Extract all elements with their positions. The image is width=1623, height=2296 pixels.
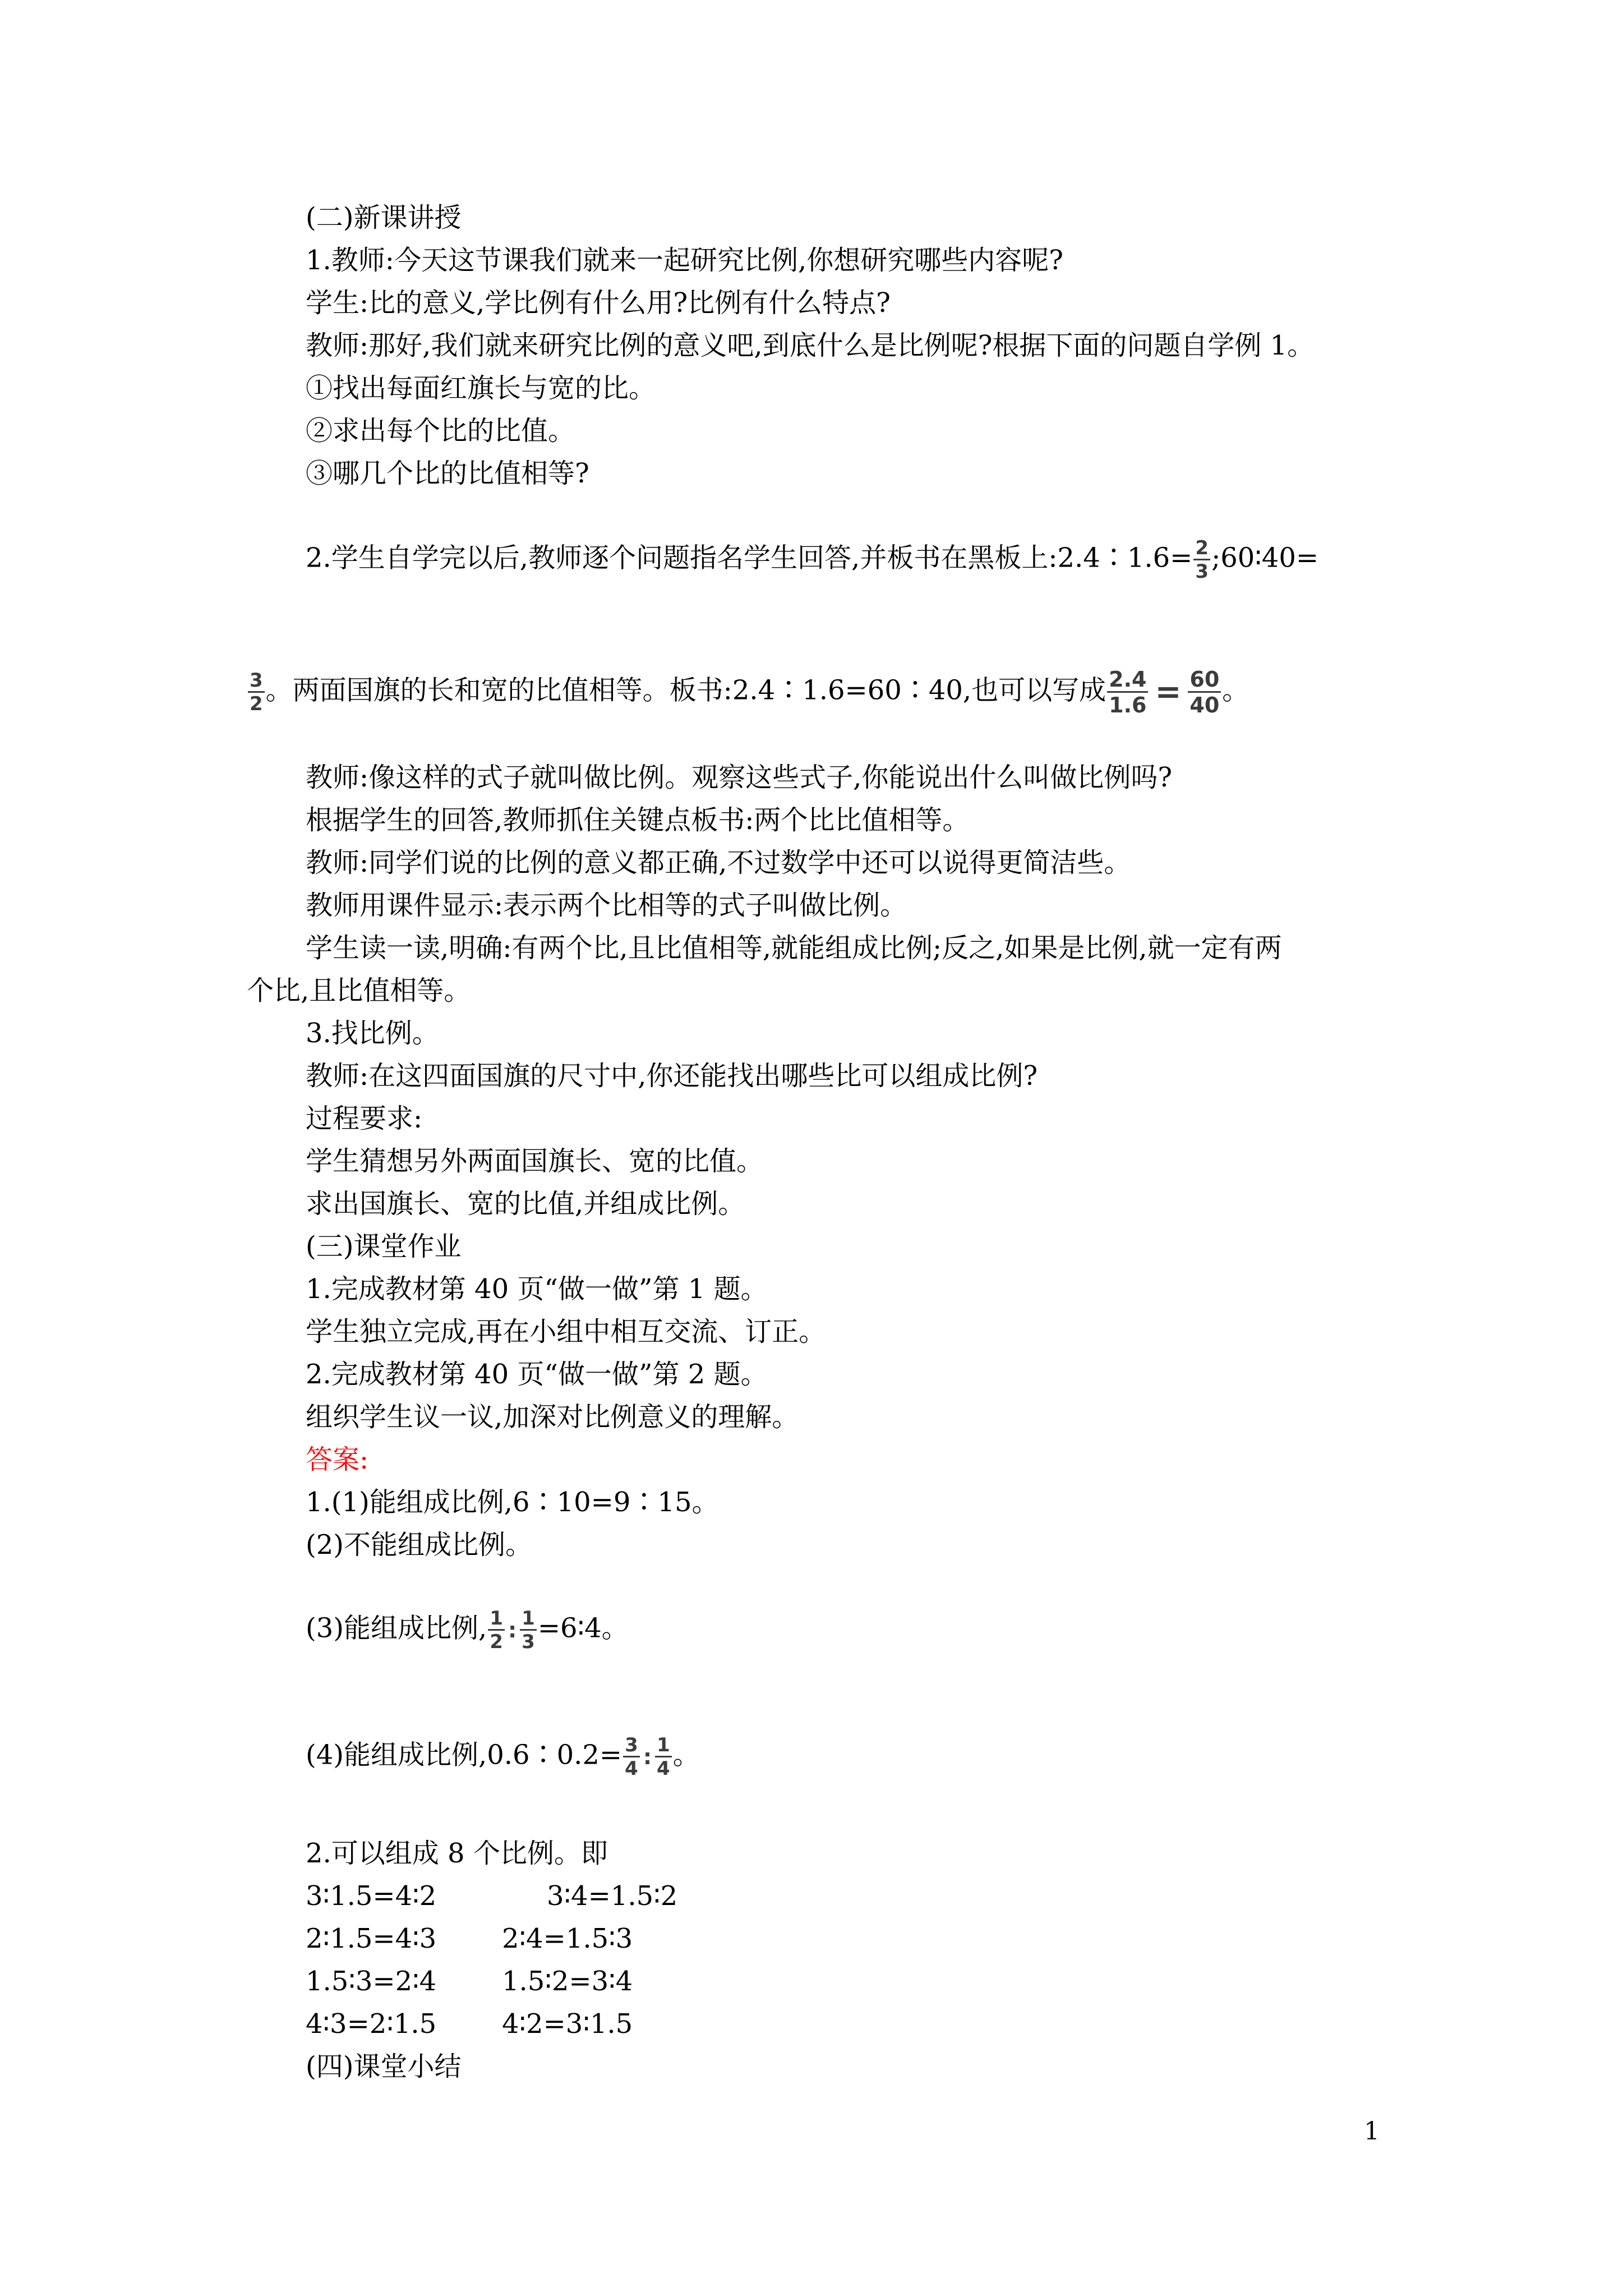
page-number: 1 bbox=[1364, 2117, 1380, 2146]
answer-line-with-fraction bbox=[306, 1736, 1410, 1778]
text-segment: (3)能组成比例, bbox=[306, 1612, 487, 1644]
list-item: ①找出每面红旗长与宽的比。 bbox=[306, 372, 656, 404]
proportion: 3∶4=1.5∶2 bbox=[547, 1880, 678, 1912]
paragraph-continuation: 个比,且比值相等。 bbox=[247, 975, 471, 1006]
numerator: 2.4 bbox=[1107, 669, 1148, 693]
text-segment: (4)能组成比例,0.6∶0.2= bbox=[306, 1739, 623, 1771]
paragraph: 学生读一读,明确:有两个比,且比值相等,就能组成比例;反之,如果是比例,就一定有两 bbox=[306, 932, 1282, 964]
denominator: 40 bbox=[1189, 693, 1220, 717]
paragraph: 学生:比的意义,学比例有什么用?比例有什么特点? bbox=[306, 287, 891, 319]
paragraph: 过程要求: bbox=[306, 1103, 423, 1134]
list-item: ③哪几个比的比值相等? bbox=[306, 458, 589, 489]
proportion: 4∶2=3∶1.5 bbox=[502, 2008, 633, 2040]
denominator: 4 bbox=[625, 1757, 638, 1780]
equals-sign: = bbox=[1155, 674, 1182, 710]
answer-line: 1.(1)能组成比例,6∶10=9∶15。 bbox=[306, 1487, 719, 1518]
fraction bbox=[1188, 669, 1221, 716]
fraction bbox=[1107, 669, 1148, 716]
paragraph: 2.完成教材第 40 页“做一做”第 2 题。 bbox=[306, 1359, 768, 1390]
proportion: 4∶3=2∶1.5 bbox=[306, 2008, 437, 2040]
section-heading: (三)课堂作业 bbox=[306, 1231, 462, 1262]
paragraph: 教师用课件显示:表示两个比相等的式子叫做比例。 bbox=[306, 890, 907, 921]
paragraph-with-fraction bbox=[247, 669, 1410, 716]
fraction bbox=[488, 1609, 505, 1651]
answer-line-with-fraction bbox=[306, 1609, 1410, 1651]
paragraph: 3.找比例。 bbox=[306, 1018, 439, 1049]
numerator: 3 bbox=[248, 671, 265, 693]
proportion: 2∶1.5=4∶3 bbox=[306, 1923, 437, 1954]
text-segment: 。两面国旗的长和宽的比值相等。板书:2.4∶1.6=60∶40,也可以写成 bbox=[265, 674, 1106, 706]
denominator: 3 bbox=[1195, 560, 1209, 583]
ratio-colon: : bbox=[508, 1618, 517, 1642]
fraction bbox=[655, 1736, 672, 1778]
proportion: 1.5∶2=3∶4 bbox=[502, 1966, 633, 1997]
denominator: 1.6 bbox=[1109, 693, 1147, 717]
paragraph: 教师:在这四面国旗的尺寸中,你还能找出哪些比可以组成比例? bbox=[306, 1060, 1038, 1092]
paragraph: 根据学生的回答,教师抓住关键点板书:两个比比值相等。 bbox=[306, 804, 970, 836]
paragraph: 教师:同学们说的比例的意义都正确,不过数学中还可以说得更简洁些。 bbox=[306, 847, 1131, 878]
section-heading: (四)课堂小结 bbox=[306, 2051, 462, 2082]
fraction bbox=[1193, 539, 1210, 581]
paragraph: 学生猜想另外两面国旗长、宽的比值。 bbox=[306, 1145, 764, 1177]
section-heading: (二)新课讲授 bbox=[306, 202, 462, 233]
paragraph-with-fraction bbox=[306, 539, 1410, 581]
paragraph: 求出国旗长、宽的比值,并组成比例。 bbox=[306, 1188, 745, 1220]
text-segment: 。 bbox=[672, 1739, 700, 1771]
fraction bbox=[248, 671, 265, 714]
numerator: 3 bbox=[623, 1736, 640, 1757]
paragraph: 教师:像这样的式子就叫做比例。观察这些式子,你能说出什么叫做比例吗? bbox=[306, 762, 1173, 793]
proportion: 2∶4=1.5∶3 bbox=[502, 1923, 633, 1954]
paragraph: 组织学生议一议,加深对比例意义的理解。 bbox=[306, 1401, 799, 1433]
list-item: ②求出每个比的比值。 bbox=[306, 415, 575, 447]
numerator: 60 bbox=[1188, 669, 1221, 693]
proportion: 1.5∶3=2∶4 bbox=[306, 1966, 437, 1997]
paragraph: 1.完成教材第 40 页“做一做”第 1 题。 bbox=[306, 1273, 768, 1305]
paragraph: 学生独立完成,再在小组中相互交流、订正。 bbox=[306, 1316, 826, 1347]
paragraph: 教师:那好,我们就来研究比例的意义吧,到底什么是比例呢?根据下面的问题自学例 1。 bbox=[306, 330, 1315, 361]
text-segment: =6∶4。 bbox=[537, 1612, 629, 1644]
denominator: 4 bbox=[657, 1757, 670, 1780]
proportion: 3∶1.5=4∶2 bbox=[306, 1880, 437, 1912]
answer-line: (2)不能组成比例。 bbox=[306, 1529, 532, 1561]
text-segment: ;60∶40= bbox=[1211, 542, 1319, 574]
numerator: 1 bbox=[520, 1609, 537, 1631]
answer-label: 答案: bbox=[306, 1444, 369, 1475]
ratio-colon: : bbox=[643, 1745, 652, 1769]
numerator: 1 bbox=[655, 1736, 672, 1757]
denominator: 3 bbox=[522, 1631, 535, 1653]
fraction bbox=[520, 1609, 537, 1651]
denominator: 2 bbox=[490, 1631, 503, 1653]
answer-line: 2.可以组成 8 个比例。即 bbox=[306, 1838, 608, 1869]
text-segment: 2.学生自学完以后,教师逐个问题指名学生回答,并板书在黑板上:2.4∶1.6= bbox=[306, 542, 1193, 574]
text-segment: 。 bbox=[1222, 674, 1249, 706]
fraction bbox=[623, 1736, 640, 1778]
denominator: 2 bbox=[250, 693, 263, 715]
numerator: 2 bbox=[1193, 539, 1210, 560]
numerator: 1 bbox=[488, 1609, 505, 1631]
paragraph: 1.教师:今天这节课我们就来一起研究比例,你想研究哪些内容呢? bbox=[306, 245, 1063, 276]
